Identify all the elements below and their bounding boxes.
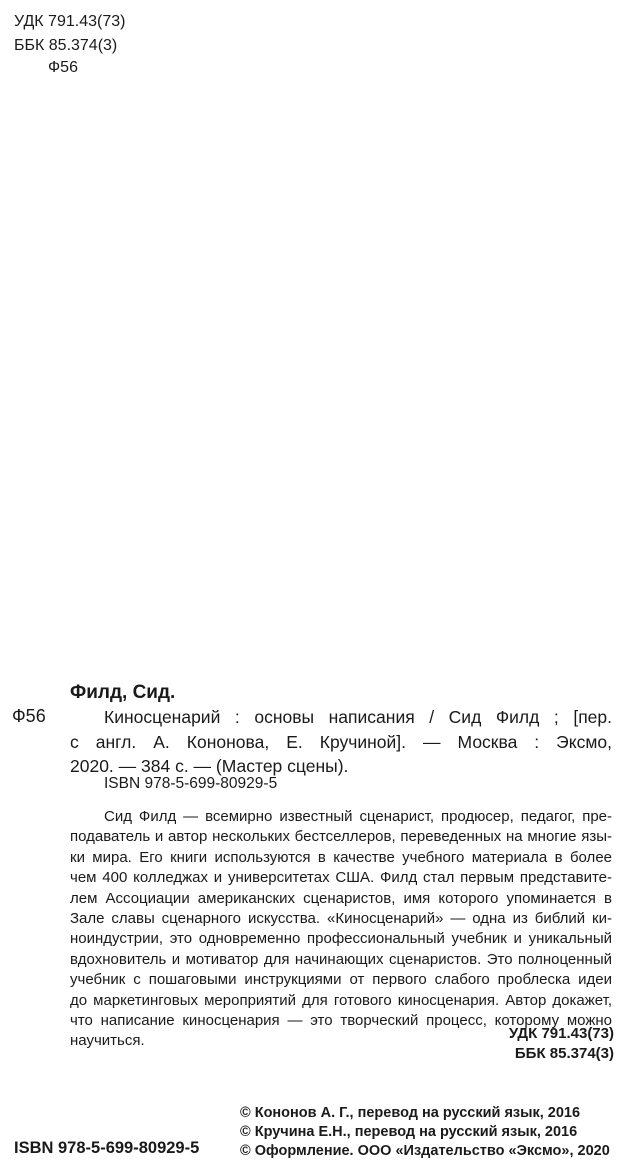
copyright-translator-1: © Кононов А. Г., перевод на русский язык, 2016 (240, 1105, 581, 1121)
annotation-line: чем 400 колледжах и университетах США. Филд стал первым представите- (70, 869, 612, 887)
annotation-line: научиться. (70, 1032, 145, 1050)
isbn-bottom: ISBN 978-5-699-80929-5 (14, 1139, 200, 1157)
author-sign-top: Ф56 (48, 59, 78, 76)
isbn-record: ISBN 978-5-699-80929-5 (104, 775, 278, 792)
annotation-line: подаватель и автор нескольких бестселлеров, переведенных на многие язы- (70, 828, 612, 846)
bibliographic-line: Киносценарий : основы написания / Сид Филд ; [пер. (104, 707, 612, 727)
bbk-code-bottom: ББК 85.374(3) (514, 1045, 614, 1062)
bibliographic-line: с англ. А. Кононова, Е. Кручиной]. — Москва : Эксмо, (70, 731, 612, 752)
annotation-line: Сид Филд — всемирно известный сценарист, продюсер, педагог, пре- (104, 808, 612, 825)
annotation-line: учебник с пошаговыми инструкциями от первого слабого проблеска идеи (70, 971, 612, 989)
author-sign-left: Ф56 (12, 706, 46, 726)
annotation-line: ки мира. Его книги используются в качестве учебного материала в более (70, 848, 612, 866)
annotation-line: до маркетинговых мероприятий для готового киносценария. Автор докажет, (70, 991, 612, 1009)
copyright-design: © Оформление. ООО «Издательство «Эксмо», 2020 (240, 1143, 610, 1159)
bbk-code-top: ББК 85.374(3) (14, 37, 118, 54)
bibliographic-description (70, 705, 612, 779)
bibliographic-line: 2020. — 384 с. — (Мастер сцены). (70, 756, 349, 776)
annotation-line: ноиндустрии, это одновременно профессиональный учебник и уникальный (70, 930, 612, 948)
author-heading: Филд, Сид. (70, 682, 176, 703)
udk-code-bottom: УДК 791.43(73) (508, 1025, 614, 1042)
annotation-line: что написание киносценария — это творческий процесс, которому можно (70, 1012, 612, 1030)
copyright-translator-2: © Кручина Е.Н., перевод на русский язык, 2016 (240, 1124, 578, 1140)
annotation (70, 807, 612, 1052)
annotation-line: лем Ассоциации американских сценаристов, имя которого упоминается в (70, 889, 612, 907)
annotation-line: Зале славы сценарного искусства. «Киносценарий» — одна из библий ки- (70, 910, 612, 928)
udk-code-top: УДК 791.43(73) (14, 13, 126, 30)
annotation-line: вдохновитель и мотиватор для начинающих сценаристов. Это полноценный (70, 950, 612, 968)
